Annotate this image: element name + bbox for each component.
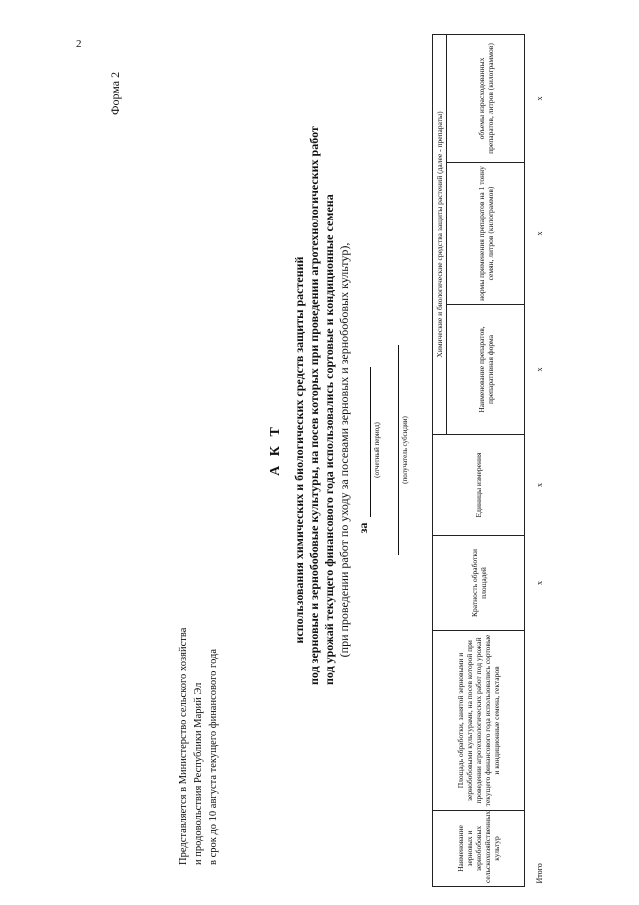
header-norms: нормы применения препаратов на 1 тонну семян, литров (килограммов) (447, 163, 525, 305)
document-title: А К Т (268, 424, 283, 476)
totals-units: x (535, 483, 544, 487)
header-preparations-group: Химические и биологические средства защиты растений (далее - препараты) (433, 35, 447, 435)
recipient-caption: (получатель субсидии) (401, 416, 409, 484)
totals-row (525, 35, 598, 887)
title-line: (при проведении работ по уходу за посевами зерновых и зернобобовых культур), (337, 242, 351, 658)
header-volumes: объемы израсходованных препаратов, литров (килограммов) (447, 35, 525, 163)
page-number: 2 (76, 38, 82, 50)
presented-line: и продовольствия Республики Марий Эл (193, 682, 204, 865)
header-area: Площадь обработки, занятой зерновыми и зернобобовыми культурами, на посев которой при проведении агротехнологических работ под урожай текущего финансового года использовались сортовые и кондиционные семена, гектаров (433, 631, 525, 811)
presented-line: в срок до 10 августа текущего финансового года (208, 648, 219, 865)
totals-prep-name: x (535, 367, 544, 372)
header-prep-name: Наименование препаратов, препаративная форма (447, 305, 525, 435)
form-label: Форма 2 (108, 71, 122, 115)
header-units: Единицы измерения (433, 435, 525, 536)
presented-note (176, 628, 221, 865)
title-line: под зерновые и зернобобовые культуры, на посев которых при проведении агротехнологических работ (307, 126, 321, 685)
period-row (356, 215, 371, 685)
presented-line: Представляется в Министерство сельского хозяйства (178, 627, 189, 865)
period-caption: (отчетный период) (373, 422, 381, 478)
header-crop-name: Наименование зерновых и зернобобовых сельскохозяйственных культур (433, 811, 525, 887)
period-prefix: за (356, 522, 370, 534)
title-line: использования химических и биологических средств защиты растений (292, 256, 306, 644)
totals-area (525, 631, 598, 811)
report-table (432, 34, 597, 887)
totals-norms: x (535, 231, 544, 236)
period-field[interactable] (360, 367, 371, 517)
header-multiplicity: Кратность обработки площадей (433, 536, 525, 631)
totals-label: Итого (535, 863, 544, 884)
recipient-field[interactable] (397, 345, 399, 555)
title-line: под урожай текущего финансового года использовались сортовые и кондиционные семена (322, 194, 336, 685)
title-block (268, 126, 409, 685)
totals-multiplicity: x (535, 581, 544, 585)
totals-volumes: x (535, 96, 544, 101)
